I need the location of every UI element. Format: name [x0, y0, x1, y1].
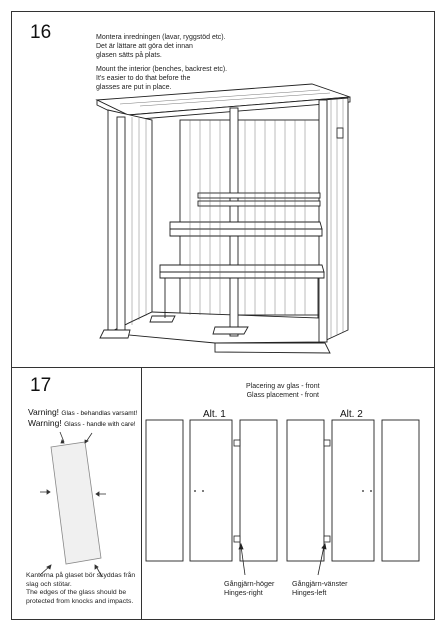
warning-swedish-body: Glas - behandlas varsamt!: [61, 410, 138, 417]
step-16-text-swedish: Montera inredningen (lavar, ryggstöd etc). Det är lättare att göra det innan glasen sätts på plats.: [96, 34, 226, 59]
alt2-pane-1: [287, 420, 324, 561]
step-16-number: 16: [30, 22, 52, 43]
step-16-text-english: Mount the interior (benches, backrest etc). It's easier to do that before the glasses are put in place.: [96, 66, 228, 91]
alt1-pane-2: [190, 420, 232, 561]
alt2-pane-2: [332, 420, 374, 561]
hinge-left-label: Gångjärn-vänster Hinges-left: [292, 579, 348, 597]
step-17-number: 17: [30, 375, 52, 396]
glass-edges-note: Kanterna på glaset bör skyddas från slag och stötar. The edges of the glass should be protected from knocks and impacts.: [26, 572, 136, 605]
alt-2-label: Alt. 2: [340, 409, 363, 420]
hinge-right-label: Gångjärn-höger Hinges-right: [224, 579, 275, 597]
warning-swedish-head: Varning!: [28, 407, 60, 417]
warning-english-body: Glass - handle with care!: [64, 421, 136, 428]
placement-title: Placering av glas - front Glass placement - front: [246, 383, 320, 399]
alt-1-label: Alt. 1: [203, 409, 226, 420]
alt1-pane-3: [240, 420, 277, 561]
alt1-pane-1: [146, 420, 183, 561]
warning-english-head: Warning!: [28, 418, 62, 428]
alt2-pane-3: [382, 420, 419, 561]
